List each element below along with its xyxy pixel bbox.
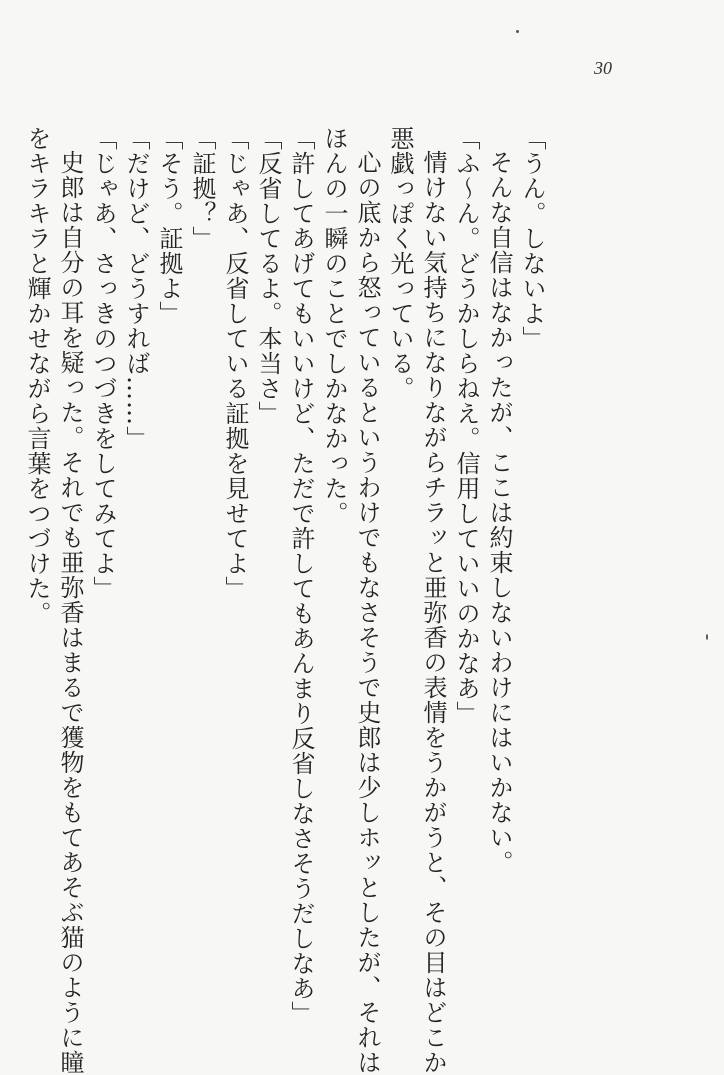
text-line: 「許してあげてもいいけど、ただで許してもあんまり反省しなさそうだしなあ」 bbox=[287, 126, 315, 1026]
text-line: 「反省してるよ。本当さ」 bbox=[254, 126, 282, 426]
scan-speck bbox=[706, 634, 708, 640]
text-line: 心の底から怒っているというわけでもなさそうで史郎は少しホッとしたが、それは bbox=[353, 150, 381, 1075]
text-line: 史郎は自分の耳を疑った。それでも亜弥香はまるで獲物をもてあそぶ猫のように瞳 bbox=[56, 150, 84, 1075]
text-line: 「だけど、どうすれば……」 bbox=[122, 126, 150, 451]
text-line: 「証拠？」 bbox=[188, 126, 216, 251]
text-line: 「じゃあ、さっきのつづきをしてみてよ」 bbox=[89, 126, 117, 601]
text-line: 「ふ～ん。どうかしらねえ。信用していいのかなあ」 bbox=[452, 126, 480, 726]
text-line: をキラキラと輝かせながら言葉をつづけた。 bbox=[23, 126, 51, 626]
text-line: 「うん。しないよ」 bbox=[518, 126, 546, 351]
text-line: そんな自信はなかったが、ここは約束しないわけにはいかない。 bbox=[485, 150, 513, 875]
text-line: ほんの一瞬のことでしかなかった。 bbox=[320, 126, 348, 526]
text-line: 情けない気持ちになりながらチラッと亜弥香の表情をうかがうと、その目はどこか bbox=[419, 150, 447, 1075]
scan-speck bbox=[516, 30, 519, 33]
page-number: 30 bbox=[594, 58, 612, 78]
text-line: 「じゃあ、反省している証拠を見せてよ」 bbox=[221, 126, 249, 601]
text-line: 悪戯っぽく光っている。 bbox=[386, 126, 414, 401]
vertical-text-body bbox=[23, 126, 548, 1075]
text-line: 「そう。証拠よ」 bbox=[155, 126, 183, 326]
